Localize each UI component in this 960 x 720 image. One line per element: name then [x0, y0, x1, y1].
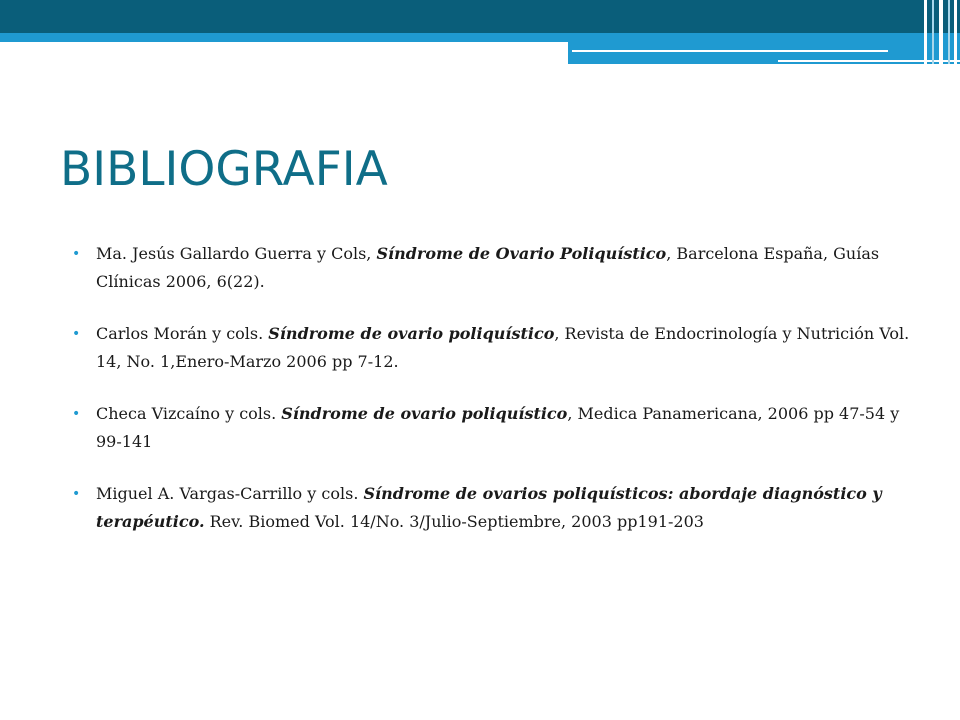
reference-item: [72, 320, 917, 376]
header-accent-line: [572, 50, 888, 52]
reference-source: , Revista de Endocrinología y Nutrición Vol. 14, No. 1,Enero-Marzo 2006 pp 7-12.: [96, 324, 910, 371]
reference-authors: Carlos Morán y cols.: [96, 324, 269, 343]
reference-item: [72, 400, 917, 456]
reference-title: Síndrome de ovarios poliquísticos: abordaje diagnóstico y terapéutico.: [96, 484, 882, 531]
bullet-icon: •: [72, 246, 81, 262]
bullet-icon: •: [72, 486, 81, 502]
bullet-icon: •: [72, 326, 81, 342]
reference-source: , Barcelona España, Guías Clínicas 2006, 6(22).: [96, 244, 880, 291]
header-stripe: [954, 0, 957, 64]
header-band-light: [0, 33, 960, 42]
header-stripe: [932, 0, 934, 64]
reference-title: Síndrome de ovario poliquístico: [268, 324, 555, 343]
reference-source: Rev. Biomed Vol. 14/No. 3/Julio-Septiembre, 2003 pp191-203: [204, 512, 704, 531]
reference-authors: Miguel A. Vargas-Carrillo y cols.: [96, 484, 364, 503]
reference-list: [72, 240, 917, 560]
bullet-icon: •: [72, 406, 81, 422]
reference-item: [72, 240, 917, 296]
header-stripe: [924, 0, 927, 64]
reference-authors: Ma. Jesús Gallardo Guerra y Cols,: [96, 244, 377, 263]
reference-item: [72, 480, 917, 536]
header-stripe: [939, 0, 943, 64]
reference-authors: Checa Vizcaíno y cols.: [96, 404, 282, 423]
reference-source: , Medica Panamericana, 2006 pp 47-54 y 99-141: [96, 404, 900, 451]
header-band-dark: [0, 0, 960, 33]
reference-title: Síndrome de Ovario Poliquístico: [376, 244, 667, 263]
header-stripe: [948, 0, 950, 64]
reference-title: Síndrome de ovario poliquístico: [281, 404, 568, 423]
slide-title: BIBLIOGRAFIA: [60, 142, 388, 197]
